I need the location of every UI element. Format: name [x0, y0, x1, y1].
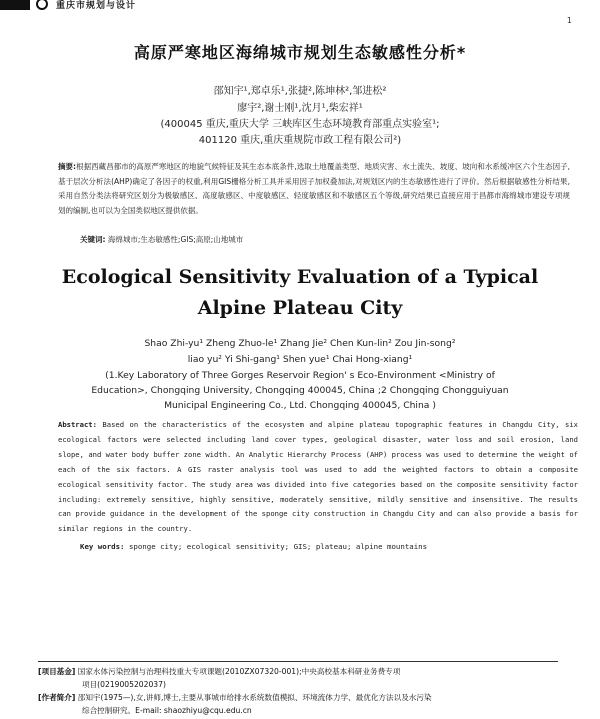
- page-number: 1: [566, 16, 572, 25]
- cn-abstract-text: 根据西藏昌都市的高原严寒地区的地貌气候特征及其生态本底条件,选取土地覆盖类型、地质灾害、水土流失、坡度、坡向和水系缓冲区六个生态因子,基于层次分析法(AHP)确定了各因子的权重,利用GIS栅格分析工具并采用因子加权叠加法,对规划区内的生态敏感性进行了评价。然后根据敏感性分析结果,采用自然分类法将研究区划分为极敏感区、高度敏感区、中度敏感区、轻度敏感区和不敏感区五个等级,研究结果已直接应用于昌都市海绵城市建设专项规划的编制,也可以为全国类似地区提供依据。: [58, 162, 571, 215]
- cn-keywords: [80, 234, 243, 245]
- en-keywords: [80, 542, 427, 551]
- cn-keywords-text: 海绵城市;生态敏感性;GIS;高原;山地城市: [107, 235, 244, 244]
- en-authors-line-1: Shao Zhi-yu¹ Zheng Zhuo-le¹ Zhang Jie² Chen Kun-lin² Zou Jin-song²: [144, 338, 456, 349]
- en-authors-line-2: liao yu² Yi Shi-gang¹ Shen yue¹ Chai Hong-xiang¹: [187, 354, 413, 365]
- cn-abstract-label: 摘要:: [58, 162, 77, 171]
- cn-affiliation-1: (400045 重庆,重庆大学 三峡库区生态环境教育部重点实验室¹;: [160, 119, 440, 130]
- en-affiliation-1: (1.Key Laboratory of Three Gorges Reservoir Region' s Eco-Environment <Ministry of: [105, 370, 495, 381]
- footnote-author-label: [作者简介]: [38, 693, 76, 702]
- footnote-divider: [38, 661, 558, 662]
- cn-authors-line-1: 邵知宇¹,郑卓乐¹,张捷²,陈坤林²,邹进松²: [213, 86, 387, 97]
- journal-name: 重庆市规划与设计: [56, 1, 137, 11]
- header-black-bar: [0, 0, 30, 10]
- cn-keywords-label: 关键词:: [80, 235, 106, 244]
- en-affiliation-3: Municipal Engineering Co., Ltd. Chongqing 400045, China ): [164, 400, 436, 411]
- en-title-line-1: Ecological Sensitivity Evaluation of a Typical: [61, 266, 539, 288]
- en-abstract-label: Abstract:: [58, 420, 97, 429]
- en-abstract-text: Based on the characteristics of the ecosystem and alpine plateau topographic features in Changdu City, six ecological factors were selected including land cover types, geological disaster, water loss and soil erosion, land slope, and water body buffer zone width. An Analytic Hierarchy Process (AHP) process was used to determine the weight of each of the six factors. A GIS raster analysis tool was used to add the weighted factors to obtain a composite ecological sensitivity factor. The study area was divided into five categories based on the composite sensitivity factor including: extremely sensitive, highly sensitive, moderately sensitive, mildly sensitive and insensitive. The results can provide guidance in the development of the sponge city construction in Changdu City and can also provide a basis for similar regions in the country.: [58, 420, 579, 534]
- footnote-fund: [38, 665, 568, 678]
- cn-abstract: [58, 160, 570, 218]
- cn-authors-line-2: 廖宇²,谢士刚¹,沈月¹,柴宏祥¹: [237, 103, 363, 114]
- footnote-fund-text: 国家水体污染控制与治理科技重大专项课题(2010ZX07320-001);中央高校基本科研业务费专项: [77, 667, 401, 676]
- en-abstract: [58, 418, 578, 537]
- footnote-author: [38, 691, 568, 704]
- footnote-fund-label: [项目基金]: [38, 667, 76, 676]
- en-title-line-2: Alpine Plateau City: [197, 297, 403, 319]
- journal-header: [0, 0, 600, 25]
- en-keywords-label: Key words:: [80, 542, 125, 551]
- cn-affiliation-2: 401120 重庆,重庆重规院市政工程有限公司²): [198, 135, 402, 146]
- cn-title: 高原严寒地区海绵城市规划生态敏感性分析*: [133, 43, 467, 62]
- en-keywords-text: sponge city; ecological sensitivity; GIS; plateau; alpine mountains: [128, 542, 428, 551]
- en-affiliation-2: Education>, Chongqing University, Chongqing 400045, China ;2 Chongqing Chongguiyuan: [91, 385, 509, 396]
- en-title: [0, 262, 600, 324]
- footnote-fund-cont: 项目(0219005202037): [82, 680, 166, 689]
- journal-logo-icon: [36, 0, 48, 10]
- footnote-author-cont: 综合控制研究。E-mail: shaozhiyu@cqu.edu.cn: [82, 706, 252, 715]
- footnote-author-text: 邵知宇(1975—),女,讲师,博士,主要从事城市给排水系统数值模拟、环境流体力学、最优化方法以及水污染: [77, 693, 432, 702]
